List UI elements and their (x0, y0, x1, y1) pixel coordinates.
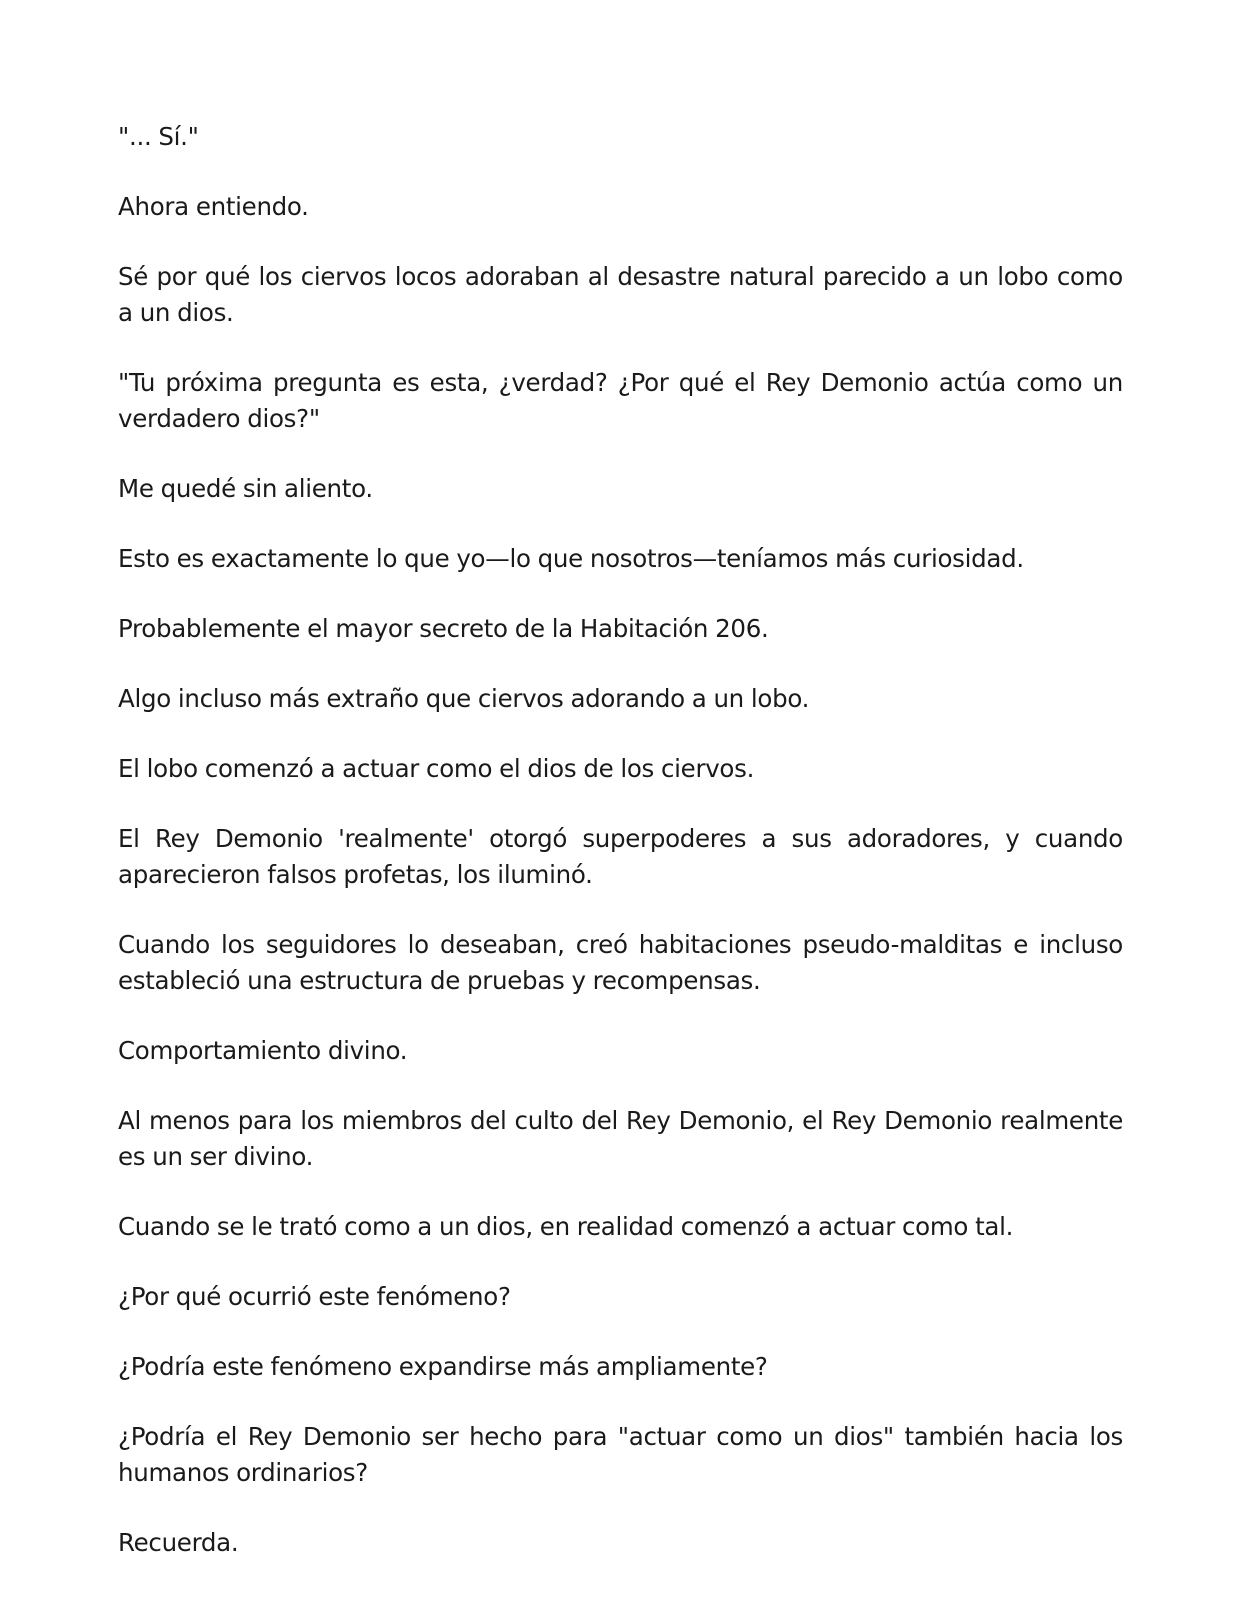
paragraph: Recuerda. (118, 1528, 239, 1557)
paragraph: ¿Podría el Rey Demonio ser hecho para "actuar como un dios" también hacia los humanos ordinarios? (118, 1422, 1123, 1487)
paragraph: Probablemente el mayor secreto de la Habitación 206. (118, 614, 769, 643)
paragraph: Al menos para los miembros del culto del Rey Demonio, el Rey Demonio realmente es un ser divino. (118, 1106, 1123, 1171)
paragraph: "Tu próxima pregunta es esta, ¿verdad? ¿Por qué el Rey Demonio actúa como un verdadero dios?" (118, 368, 1123, 433)
paragraph: Ahora entiendo. (118, 192, 309, 221)
paragraph: Algo incluso más extraño que ciervos adorando a un lobo. (118, 684, 810, 713)
document-body (118, 119, 1123, 1561)
paragraph: Comportamiento divino. (118, 1036, 408, 1065)
paragraph: El Rey Demonio 'realmente' otorgó superpoderes a sus adoradores, y cuando aparecieron falsos profetas, los iluminó. (118, 824, 1123, 889)
paragraph: Me quedé sin aliento. (118, 474, 373, 503)
paragraph: ¿Podría este fenómeno expandirse más ampliamente? (118, 1352, 768, 1381)
paragraph: "... Sí." (118, 122, 199, 151)
paragraph: Cuando se le trató como a un dios, en realidad comenzó a actuar como tal. (118, 1212, 1014, 1241)
paragraph: Sé por qué los ciervos locos adoraban al desastre natural parecido a un lobo como a un dios. (118, 262, 1123, 327)
paragraph: Cuando los seguidores lo deseaban, creó habitaciones pseudo-malditas e incluso estableció una estructura de pruebas y recompensas. (118, 930, 1123, 995)
paragraph: ¿Por qué ocurrió este fenómeno? (118, 1282, 511, 1311)
paragraph: Esto es exactamente lo que yo—lo que nosotros—teníamos más curiosidad. (118, 544, 1024, 573)
paragraph: El lobo comenzó a actuar como el dios de los ciervos. (118, 754, 755, 783)
